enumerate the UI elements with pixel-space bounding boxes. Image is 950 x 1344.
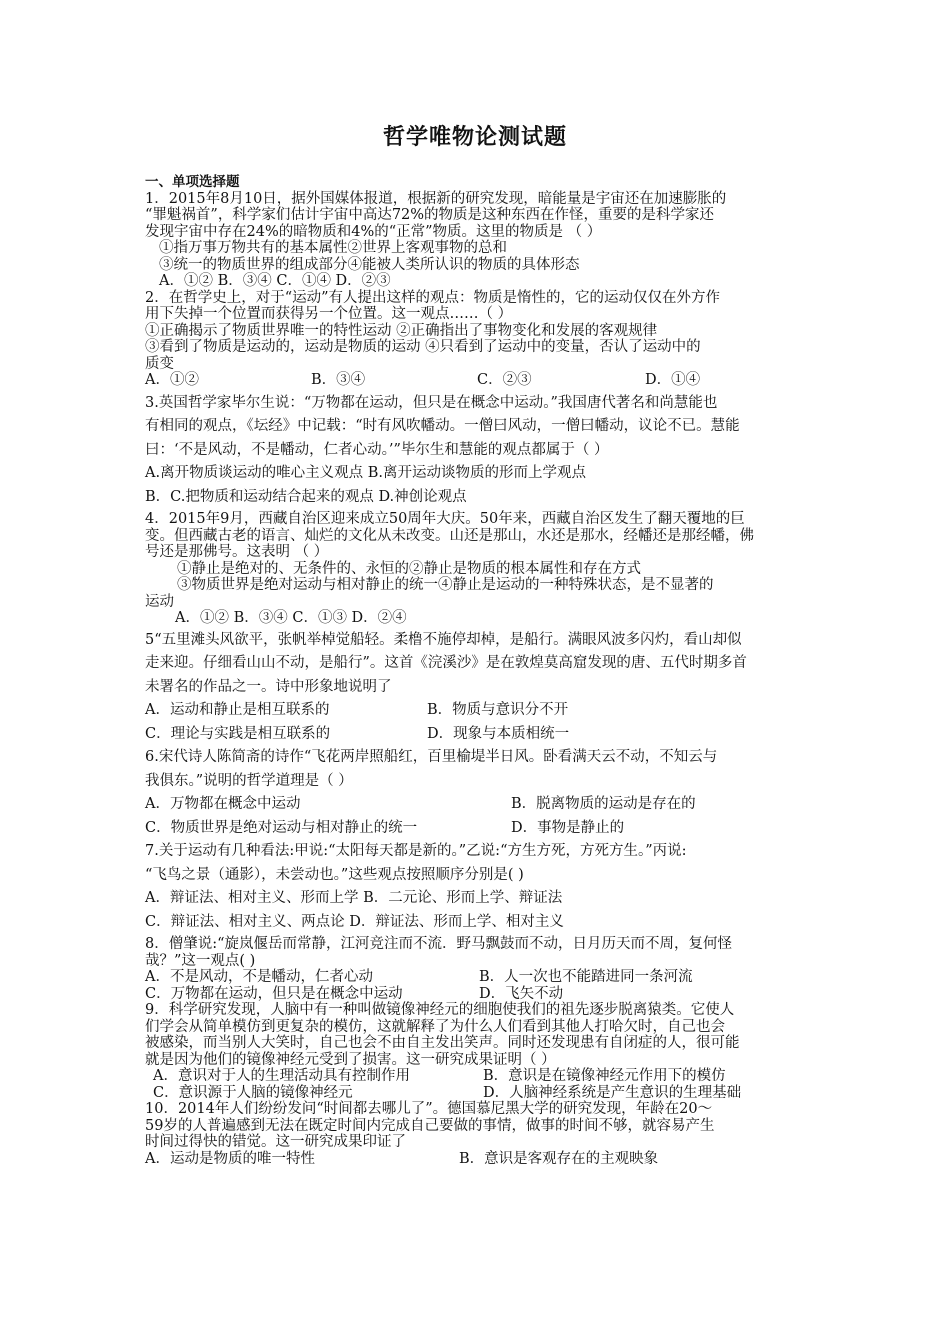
question-list [145,174,810,1167]
question-text: “罪魁祸首”，科学家们估计宇宙中高达72%的物质是这种东西在作怪，重要的是科学家还 [145,207,715,223]
question-text: 走来迎。仔细看山山不动，是船行”。这首《浣溪沙》是在敦煌莫高窟发现的唐、五代时期多首 [145,655,747,671]
question-text: 7.关于运动有几种看法:甲说:“太阳每天都是新的。”乙说:“方生方死，方死方生。”丙说: [145,843,687,859]
section-heading: 一、单项选择题 [145,174,240,190]
option-d: D．飞矢不动 [479,985,564,1002]
page-title: 哲学唯物论测试题 [382,124,567,150]
option-d: D．人脑神经系统是产生意识的生理基础 [483,1084,742,1101]
option-a: A．运动是物质的唯一特性 [145,1150,315,1167]
answer-options [145,986,810,1003]
question-text: 6.宋代诗人陈简斋的诗作“飞花两岸照船红，百里榆堤半日风。卧看满天云不动，不知云与 [145,749,718,765]
option-a: A．万物都在概念中运动 [145,796,301,812]
answer-options [145,1151,810,1168]
option-a: A．意识对于人的生理活动具有控制作用 [153,1068,410,1084]
option-d: D．事物是静止的 [511,819,625,836]
answer-options [145,1085,810,1102]
question-text: 曰：‘不是风动，不是幡动，仁者心动。’”毕尔生和慧能的观点都属于（ ） [145,441,609,458]
option-c: C．意识源于人脑的镜像神经元 [153,1084,353,1101]
question-text: 4．2015年9月，西藏自治区迎来成立50周年大庆。50年来，西藏自治区发生了翻天覆地的巨 [145,511,745,527]
option-b: B．物质与意识分不开 [427,702,569,718]
question-9 [145,1002,810,1101]
statement-line: ①正确揭示了物质世界唯一的特性运动 ②正确指出了事物变化和发展的客观规律 [145,322,658,339]
answer-options [145,817,810,841]
question-text: 9．科学研究发现，人脑中有一种叫做镜像神经元的细胞使我们的祖先逐步脱离猿类。它使人 [145,1002,735,1018]
question-4 [145,511,810,627]
statement-line: 运动 [145,593,174,610]
answer-options: A．①② B．③④ C．①④ D．②③ [159,273,391,289]
question-text: 1．2015年8月10日，据外国媒体报道，根据新的研究发现，暗能量是宇宙还在加速膨胀的 [145,190,727,207]
question-text: 59岁的人普遍感到无法在既定时间内完成自己要做的事情，做事的时间不够，就容易产生 [145,1117,715,1134]
question-3 [145,392,810,510]
question-text: 我俱东。”说明的哲学道理是（ ） [145,772,353,789]
statement-line: ①静止是绝对的、无条件的、永恒的②静止是物质的根本属性和存在方式 [177,560,641,577]
option-b: B．人一次也不能踏进同一条河流 [479,969,693,985]
answer-options [145,969,810,986]
answer-options: A．①② B．③④ C．①③ D．②④ [175,610,407,626]
option-c: C．②③ [477,372,532,388]
question-text: “飞鸟之景（通影），未尝动也。”这些观点按照顺序分别是( ) [145,866,524,883]
question-text: 时间过得快的错觉。这一研究成果印证了 [145,1134,406,1150]
option-a: A．运动和静止是相互联系的 [145,702,330,718]
option-c: C．万物都在运动，但只是在概念中运动 [145,985,403,1002]
statement-line: ①指万事万物共有的基本属性②世界上客观事物的总和 [159,240,507,256]
question-6 [145,746,810,840]
answer-options [145,723,810,747]
question-text: 号还是那佛号。这表明 （ ） [145,544,329,560]
question-text: 哉？”这一观点( ) [145,952,256,969]
option-b: B．③④ [311,372,366,388]
answer-options: A．辩证法、相对主义、形而上学 B．二元论、形而上学、辩证法 [145,890,563,906]
question-text: 5“五里滩头风欲平，张帆举棹觉船轻。柔橹不施停却棹，是船行。满眼风波多闪灼，看山却似 [145,631,742,648]
question-1 [145,191,810,290]
answer-options: A.离开物质谈运动的唯心主义观点 B.离开运动谈物质的形而上学观点 [145,465,586,481]
question-text: 发现宇宙中存在24%的暗物质和4%的“正常”物质。这里的物质是 （ ） [145,223,602,240]
statement-line: ③看到了物质是运动的，运动是物质的运动 ④只看到了运动中的变量，否认了运动中的 [145,339,701,355]
statement-line: 质变 [145,355,174,372]
statement-line: ③统一的物质世界的组成部分④能被人类所认识的物质的具体形态 [159,256,580,273]
answer-options: C．辩证法、相对主义、两点论 D．辩证法、形而上学、相对主义 [145,913,564,930]
question-text: 10．2014年人们纷纷发问“时间都去哪儿了”。德国慕尼黑大学的研究发现，年龄在20～ [145,1101,713,1117]
question-text: 3.英国哲学家毕尔生说：“万物都在运动，但只是在概念中运动。”我国唐代著名和尚慧能也 [145,394,718,411]
option-d: D．①④ [645,372,701,388]
answer-options [145,1068,810,1085]
question-5 [145,629,810,747]
question-text: 8．僧肇说:“旋岚偃岳而常静，江河竞注而不流．野马飘鼓而不动，日月历天而不周，复何怪 [145,936,733,952]
option-b: B．脱离物质的运动是存在的 [511,796,696,812]
answer-options: B．C.把物质和运动结合起来的观点 D.神创论观点 [145,488,467,505]
question-text: 2．在哲学史上，对于“运动”有人提出这样的观点：物质是惰性的，它的运动仅仅在外方作 [145,289,721,306]
option-a: A．不是风动，不是幡动，仁者心动 [145,969,373,985]
question-7 [145,840,810,934]
question-10 [145,1101,810,1167]
question-text: 变。但西藏古老的语言、灿烂的文化从未改变。山还是那山，水还是那水，经幡还是那经幡，佛 [145,527,754,544]
question-text: 们学会从简单模仿到更复杂的模仿，这就解释了为什么人们看到其他人打哈欠时，自己也会 [145,1018,725,1035]
answer-options [145,372,810,389]
option-b: B．意识是在镜像神经元作用下的模仿 [483,1068,726,1084]
question-text: 就是因为他们的镜像神经元受到了损害。这一研究成果证明（ ） [145,1051,556,1068]
option-d: D．现象与本质相统一 [427,725,570,742]
question-text: 有相同的观点，《坛经》中记载：“时有风吹幡动。一僧曰风动，一僧曰幡动，议论不已。慧能 [145,418,740,434]
option-b: B．意识是客观存在的主观映象 [459,1150,659,1167]
option-c: C．物质世界是绝对运动与相对静止的统一 [145,819,418,836]
question-2 [145,290,810,389]
option-a: A．①② [145,372,199,388]
question-text: 未署名的作品之一。诗中形象地说明了 [145,678,392,695]
question-text: 被感染，而当别人大笑时，自己也会不由自主发出笑声。同时还发现患有自闭症的人，很可能 [145,1035,740,1051]
answer-options [145,699,810,723]
statement-line: ③物质世界是绝对运动与相对静止的统一④静止是运动的一种特殊状态，是不显著的 [177,577,714,593]
answer-options [145,793,810,817]
question-text: 用下失掉一个位置而获得另一个位置。这一观点……（ ） [145,306,513,322]
option-c: C．理论与实践是相互联系的 [145,725,331,742]
question-8 [145,936,810,1002]
